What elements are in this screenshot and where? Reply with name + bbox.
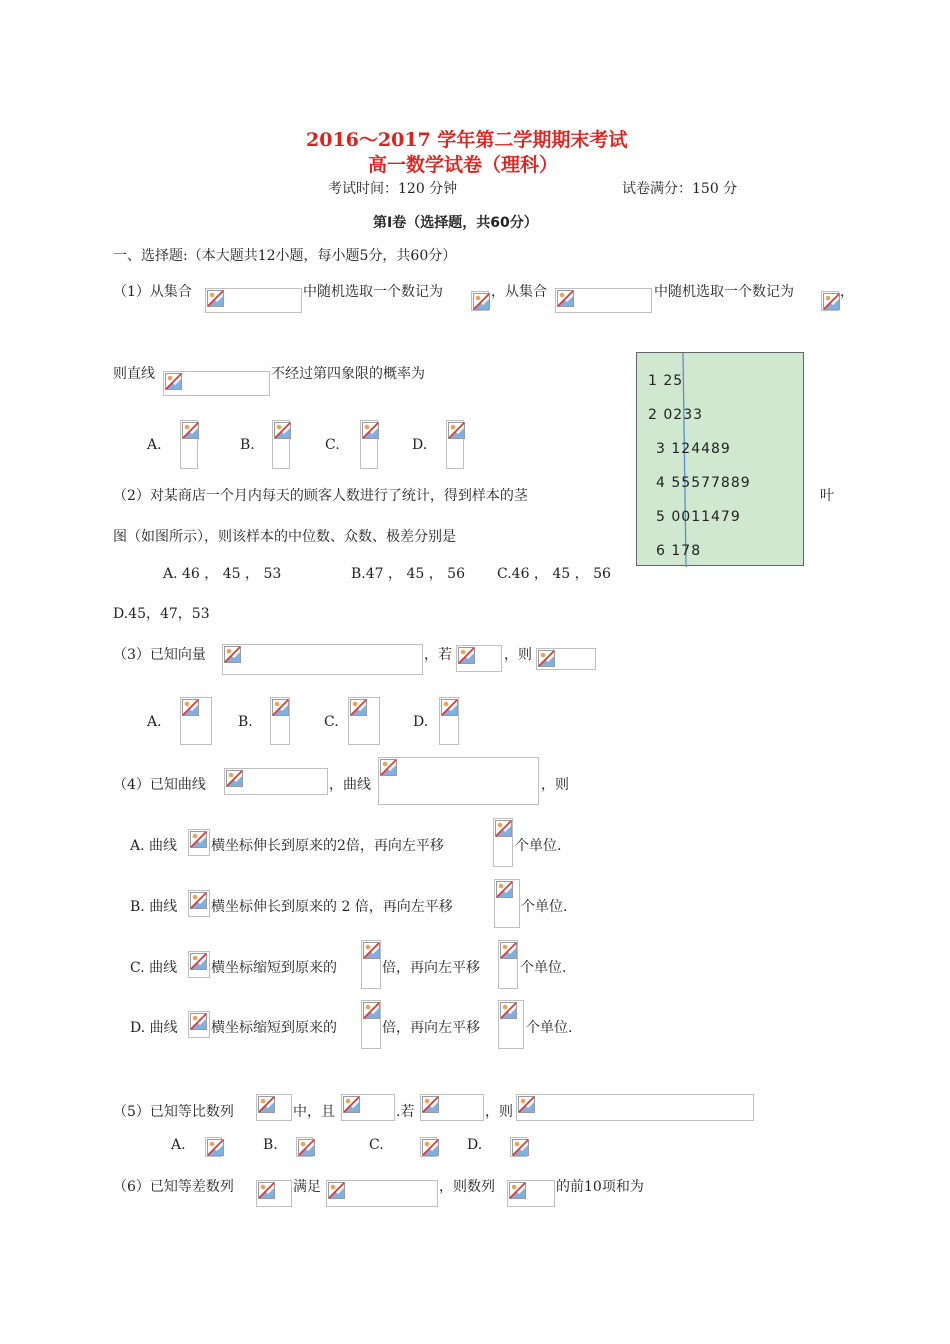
formula-image [456,645,502,672]
formula-image [494,879,520,928]
q1-option-a: A. [147,437,162,453]
formula-image [420,1094,484,1121]
exam-time: 考试时间：120 分钟 [328,181,458,197]
q4-option-d-unit: 个单位. [526,1020,573,1036]
q4-option-b-text: 横坐标伸长到原来的 2 倍，再向左平移 [211,899,453,915]
broken-image-icon [190,953,207,970]
broken-image-icon [207,1139,224,1156]
exam-title-line1: 2016～2017 学年第二学期期末考试 [306,129,628,151]
broken-image-icon [350,699,367,716]
formula-image [205,288,302,313]
formula-image [510,1137,527,1157]
q1-text-2: 中随机选取一个数记为 [303,284,443,300]
formula-image [188,890,210,917]
formula-image [378,757,539,805]
q5-option-b: B. [263,1137,278,1153]
broken-image-icon [363,1002,380,1019]
broken-image-icon [258,1182,275,1199]
broken-image-icon [538,650,555,667]
broken-image-icon [509,1182,526,1199]
broken-image-icon [512,1139,529,1156]
broken-image-icon [343,1096,360,1113]
stem-row: 2 0233 [648,407,704,423]
formula-image [507,1180,555,1207]
broken-image-icon [182,422,199,439]
q1-text-5: ， [840,284,854,300]
q6-text-2: 满足 [293,1179,321,1195]
stem-row: 6 178 [656,543,702,559]
formula-image [180,420,198,469]
formula-image [516,1094,754,1121]
formula-image [420,1137,437,1157]
q5-text-2: 中，且 [293,1104,335,1120]
formula-image [341,1094,395,1121]
broken-image-icon [224,646,241,663]
q2-text-1: （2）对某商店一个月内每天的顾客人数进行了统计，得到样本的茎 [113,488,528,504]
formula-image [272,420,290,469]
broken-image-icon [422,1096,439,1113]
formula-image [555,288,652,313]
broken-image-icon [362,422,379,439]
broken-image-icon [298,1139,315,1156]
q5-option-d: D. [467,1137,483,1153]
formula-image [224,768,328,795]
broken-image-icon [380,759,397,776]
broken-image-icon [190,831,207,848]
q4-option-c-unit: 个单位. [520,960,567,976]
broken-image-icon [448,422,465,439]
broken-image-icon [495,820,512,837]
q6-text-3: ，则数列 [439,1179,495,1195]
q6-text-4: 的前10项和为 [556,1179,644,1195]
broken-image-icon [226,770,243,787]
formula-image [498,1000,524,1049]
q3-option-c: C. [324,714,339,730]
formula-image [493,818,513,867]
q4-text-2: ，曲线 [329,777,371,793]
formula-image [188,951,210,978]
formula-image [222,644,423,675]
formula-image [188,1011,210,1038]
part1-heading: 第Ⅰ卷（选择题，共60分） [373,215,538,231]
broken-image-icon [441,699,458,716]
formula-image [360,420,378,469]
formula-image [536,648,596,670]
formula-image [163,371,270,396]
formula-image [326,1180,438,1207]
broken-image-icon [422,1139,439,1156]
q3-text-3: ，则 [504,647,532,663]
formula-image [439,697,459,745]
formula-image [256,1180,292,1207]
stem-leaf-plot [636,352,804,566]
q2-option-c: C.46 ， 45 ， 56 [497,566,611,582]
q4-option-c: C. 曲线 [130,960,178,976]
q2-option-a: A. 46 ， 45 ， 53 [163,566,282,582]
broken-image-icon [458,647,475,664]
formula-image [361,1000,381,1049]
q1-text-6: 则直线 [113,366,155,382]
q4-text-3: ，则 [541,777,569,793]
formula-image [498,940,518,989]
broken-image-icon [165,373,182,390]
formula-image [471,291,489,311]
q1-option-d: D. [412,437,428,453]
formula-image [270,697,290,745]
q5-option-a: A. [171,1137,186,1153]
formula-image [446,420,464,469]
broken-image-icon [363,942,380,959]
stem-row: 4 55577889 [656,475,751,491]
q5-text-4: ，则 [485,1104,513,1120]
broken-image-icon [190,1013,207,1030]
broken-image-icon [823,293,840,310]
q3-option-d: D. [413,714,429,730]
q4-option-b: B. 曲线 [130,899,178,915]
q1-text-3: ，从集合 [491,284,547,300]
full-score: 试卷满分：150 分 [622,181,738,197]
q4-option-a: A. 曲线 [130,838,178,854]
formula-image [361,940,381,989]
q2-text-1b: 叶 [820,488,834,504]
broken-image-icon [496,881,513,898]
q1-option-c: C. [325,437,340,453]
broken-image-icon [182,699,199,716]
q4-option-d-text: 横坐标缩短到原来的 [211,1020,337,1036]
section-title: 一、选择题:（本大题共12小题，每小题5分，共60分） [113,248,457,264]
q5-option-c: C. [369,1137,384,1153]
broken-image-icon [500,1002,517,1019]
q5-text-1: （5）已知等比数列 [113,1104,234,1120]
broken-image-icon [258,1096,275,1113]
q2-text-2: 图（如图所示），则该样本的中位数、众数、极差分别是 [113,529,456,545]
q3-option-a: A. [147,714,162,730]
broken-image-icon [500,942,517,959]
broken-image-icon [518,1096,535,1113]
q3-text-1: （3）已知向量 [113,647,206,663]
q4-option-c-text2: 倍，再向左平移 [382,960,480,976]
broken-image-icon [473,293,490,310]
broken-image-icon [190,892,207,909]
formula-image [256,1094,292,1121]
exam-title-line2: 高一数学试卷（理科） [368,154,559,176]
formula-image [180,697,212,745]
q4-option-a-text: 横坐标伸长到原来的2倍，再向左平移 [211,838,444,854]
q4-option-a-unit: 个单位. [515,838,562,854]
broken-image-icon [207,290,224,307]
formula-image [205,1137,222,1157]
broken-image-icon [328,1182,345,1199]
q4-option-c-text: 横坐标缩短到原来的 [211,960,337,976]
broken-image-icon [274,422,291,439]
q4-option-b-unit: 个单位. [521,899,568,915]
broken-image-icon [272,699,289,716]
formula-image [821,291,839,311]
q1-text-7: 不经过第四象限的概率为 [271,366,425,382]
q1-text-1: （1）从集合 [113,284,192,300]
q6-text-1: （6）已知等差数列 [113,1179,234,1195]
q3-option-b: B. [238,714,253,730]
q4-option-d: D. 曲线 [130,1020,178,1036]
q5-text-3: .若 [396,1104,415,1120]
q4-text-1: （4）已知曲线 [113,777,206,793]
stem-row: 1 25 [648,373,684,389]
broken-image-icon [557,290,574,307]
q4-option-d-text2: 倍，再向左平移 [382,1020,480,1036]
q1-option-b: B. [240,437,255,453]
stem-row: 3 124489 [656,441,731,457]
q1-text-4: 中随机选取一个数记为 [654,284,794,300]
q2-option-b: B.47 ， 45 ， 56 [351,566,465,582]
formula-image [188,829,210,856]
formula-image [348,697,380,745]
stem-row: 5 0011479 [656,509,741,525]
q3-text-2: ，若 [424,647,452,663]
formula-image [296,1137,313,1157]
q2-option-d: D.45，47，53 [113,606,210,622]
